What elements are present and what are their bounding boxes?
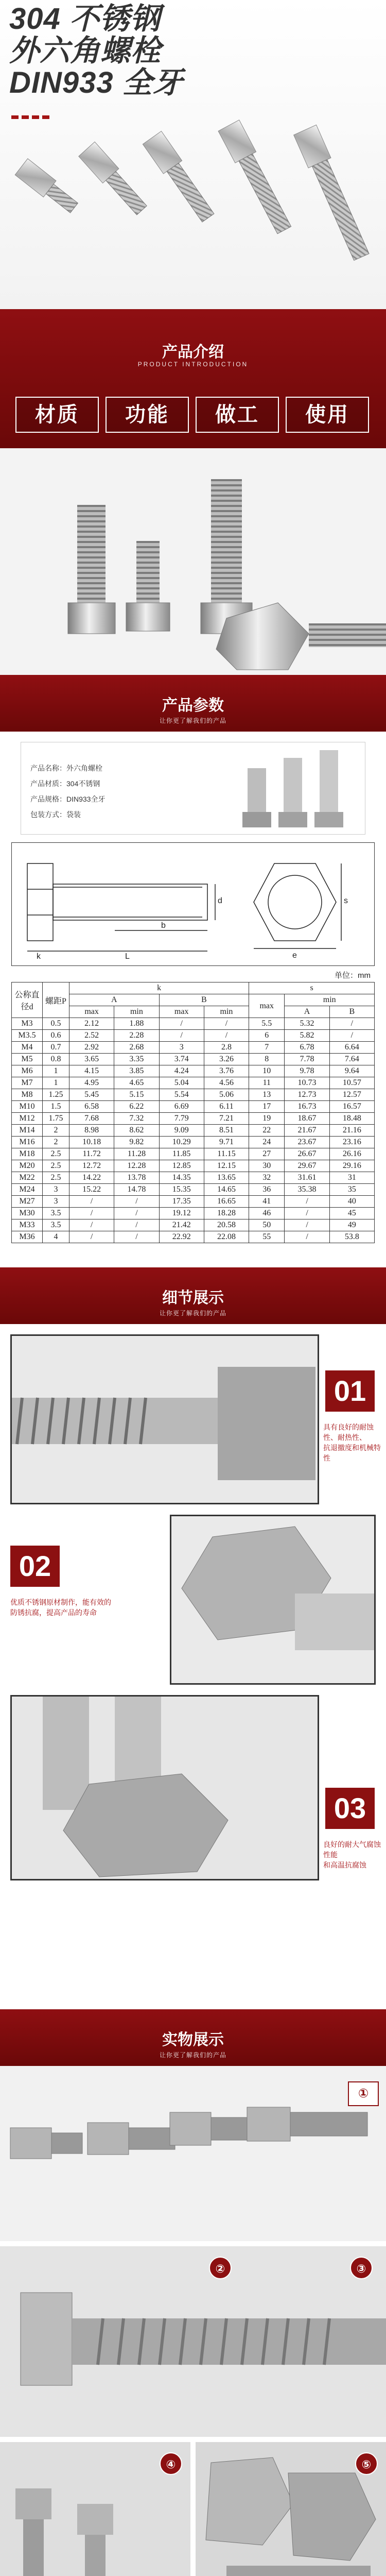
table-cell: 3 bbox=[43, 1184, 69, 1196]
table-cell: M8 bbox=[12, 1089, 43, 1101]
table-cell: 21.67 bbox=[285, 1125, 329, 1137]
table-cell: 16.57 bbox=[329, 1101, 374, 1113]
table-cell: M4 bbox=[12, 1042, 43, 1054]
table-cell: 17.35 bbox=[159, 1196, 204, 1208]
table-cell: 2.5 bbox=[43, 1160, 69, 1172]
feature-material: 材质 bbox=[15, 397, 99, 433]
real-photo-1 bbox=[0, 2066, 386, 2241]
table-cell: 19 bbox=[249, 1113, 285, 1125]
hero-banner bbox=[0, 0, 386, 309]
table-cell: 12.72 bbox=[69, 1160, 114, 1172]
table-cell: 12.28 bbox=[114, 1160, 159, 1172]
table-cell: 5.32 bbox=[285, 1018, 329, 1030]
table-cell: 2.68 bbox=[114, 1042, 159, 1054]
detail-desc-2-line-1: 优质不锈钢原材制作，能有效的 bbox=[10, 1598, 111, 1606]
table-cell: M20 bbox=[12, 1160, 43, 1172]
table-cell: 0.8 bbox=[43, 1054, 69, 1065]
feature-function: 功能 bbox=[106, 397, 189, 433]
table-cell: 9.64 bbox=[329, 1065, 374, 1077]
col-s-min: min bbox=[285, 994, 375, 1006]
params-header bbox=[0, 675, 386, 732]
real-marker-4: ④ bbox=[160, 2452, 182, 2475]
table-cell: M3 bbox=[12, 1018, 43, 1030]
table-row bbox=[12, 1160, 375, 1172]
table-row bbox=[12, 1184, 375, 1196]
params-title: 产品参数 bbox=[162, 697, 224, 714]
table-cell: 6.58 bbox=[69, 1101, 114, 1113]
label-d: d bbox=[218, 896, 222, 905]
table-cell: 0.5 bbox=[43, 1018, 69, 1030]
table-cell: 5.04 bbox=[159, 1077, 204, 1089]
table-cell: 23.16 bbox=[329, 1137, 374, 1148]
table-cell: 10.29 bbox=[159, 1137, 204, 1148]
table-cell: 9.71 bbox=[204, 1137, 249, 1148]
detail-desc-2-line-2: 防锈抗腐，提高产品的寿命 bbox=[10, 1608, 97, 1617]
detail-desc-3-line-2: 和高温抗腐蚀 bbox=[323, 1861, 366, 1869]
table-cell: / bbox=[329, 1018, 374, 1030]
table-cell: 4.65 bbox=[114, 1077, 159, 1089]
table-cell: 0.7 bbox=[43, 1042, 69, 1054]
table-cell: 0.6 bbox=[43, 1030, 69, 1042]
table-cell: 5.06 bbox=[204, 1089, 249, 1101]
table-cell: / bbox=[69, 1219, 114, 1231]
table-cell: 2.28 bbox=[114, 1030, 159, 1042]
real-marker-2: ② bbox=[209, 2257, 232, 2279]
table-row bbox=[12, 1018, 375, 1030]
table-cell: 32 bbox=[249, 1172, 285, 1184]
table-cell: 4.15 bbox=[69, 1065, 114, 1077]
table-cell: / bbox=[69, 1196, 114, 1208]
table-cell: 3.76 bbox=[204, 1065, 249, 1077]
table-cell: 10.18 bbox=[69, 1137, 114, 1148]
col-k: k bbox=[69, 982, 249, 994]
table-cell: 46 bbox=[249, 1208, 285, 1219]
table-cell: 12.73 bbox=[285, 1089, 329, 1101]
real-title: 实物展示 bbox=[162, 2031, 224, 2048]
table-cell: 1.25 bbox=[43, 1089, 69, 1101]
table-cell: 7.64 bbox=[329, 1054, 374, 1065]
table-cell: 21.16 bbox=[329, 1125, 374, 1137]
real-photo-2 bbox=[0, 2246, 386, 2437]
table-cell: 19.12 bbox=[159, 1208, 204, 1219]
table-cell: / bbox=[159, 1030, 204, 1042]
table-cell: 15.22 bbox=[69, 1184, 114, 1196]
table-cell: 10 bbox=[249, 1065, 285, 1077]
table-cell: / bbox=[204, 1030, 249, 1042]
label-L: L bbox=[125, 952, 130, 961]
table-row bbox=[12, 1042, 375, 1054]
table-cell: / bbox=[285, 1219, 329, 1231]
details-title: 细节展示 bbox=[162, 1290, 224, 1307]
col-ka-min: min bbox=[114, 1006, 159, 1018]
param-spec: 产品规格：DIN933全牙 bbox=[30, 795, 106, 803]
col-smin-b: B bbox=[329, 1006, 374, 1018]
table-row bbox=[12, 1137, 375, 1148]
table-cell: 5.54 bbox=[159, 1089, 204, 1101]
table-row bbox=[12, 1148, 375, 1160]
table-cell: M7 bbox=[12, 1077, 43, 1089]
table-cell: 16.65 bbox=[204, 1196, 249, 1208]
table-row bbox=[12, 1054, 375, 1065]
params-card bbox=[21, 742, 365, 835]
table-cell: M16 bbox=[12, 1137, 43, 1148]
table-cell: 7.68 bbox=[69, 1113, 114, 1125]
table-cell: 1 bbox=[43, 1065, 69, 1077]
table-cell: 31 bbox=[329, 1172, 374, 1184]
table-row bbox=[12, 1231, 375, 1243]
table-cell: / bbox=[204, 1018, 249, 1030]
bolt-drawing bbox=[11, 842, 375, 966]
params-body bbox=[0, 732, 386, 1267]
table-cell: 3.5 bbox=[43, 1219, 69, 1231]
table-cell: 8 bbox=[249, 1054, 285, 1065]
detail-photo-3 bbox=[10, 1695, 319, 1880]
hero-title-line-2: 外六角螺栓 bbox=[9, 34, 162, 67]
table-cell: 18.28 bbox=[204, 1208, 249, 1219]
table-cell: 40 bbox=[329, 1196, 374, 1208]
table-cell: 6.64 bbox=[329, 1042, 374, 1054]
real-subtitle: 让你更了解我们的产品 bbox=[159, 2052, 226, 2059]
detail-desc-1-line-2: 抗退撤度和机械特性 bbox=[323, 1444, 381, 1462]
spec-table bbox=[11, 982, 375, 1243]
table-cell: 2.92 bbox=[69, 1042, 114, 1054]
param-package: 包装方式：袋装 bbox=[30, 810, 81, 819]
table-cell: 29.16 bbox=[329, 1160, 374, 1172]
table-cell: 1.5 bbox=[43, 1101, 69, 1113]
table-cell: 16.73 bbox=[285, 1101, 329, 1113]
table-cell: 30 bbox=[249, 1160, 285, 1172]
table-cell: 55 bbox=[249, 1231, 285, 1243]
table-cell: 2 bbox=[43, 1137, 69, 1148]
detail-photo-1 bbox=[10, 1334, 319, 1504]
table-cell: M14 bbox=[12, 1125, 43, 1137]
table-cell: / bbox=[69, 1208, 114, 1219]
table-cell: 35.38 bbox=[285, 1184, 329, 1196]
table-cell: 3.5 bbox=[43, 1208, 69, 1219]
table-cell: 11.85 bbox=[159, 1148, 204, 1160]
detail-desc-2 bbox=[10, 1597, 124, 1618]
hero-title-line-1: 304 不锈钢 bbox=[9, 2, 161, 36]
table-cell: / bbox=[159, 1018, 204, 1030]
table-cell: 11.72 bbox=[69, 1148, 114, 1160]
table-cell: 3 bbox=[159, 1042, 204, 1054]
table-cell: 7.79 bbox=[159, 1113, 204, 1125]
table-cell: 8.62 bbox=[114, 1125, 159, 1137]
table-cell: 3.65 bbox=[69, 1054, 114, 1065]
table-cell: 4.24 bbox=[159, 1065, 204, 1077]
table-cell: 27 bbox=[249, 1148, 285, 1160]
table-cell: / bbox=[114, 1208, 159, 1219]
table-cell: 2.12 bbox=[69, 1018, 114, 1030]
table-cell: M5 bbox=[12, 1054, 43, 1065]
table-cell: 10.57 bbox=[329, 1077, 374, 1089]
table-row bbox=[12, 1125, 375, 1137]
params-bolt-image bbox=[227, 748, 356, 830]
table-cell: 3.74 bbox=[159, 1054, 204, 1065]
table-cell: 5.5 bbox=[249, 1018, 285, 1030]
table-cell: 14.65 bbox=[204, 1184, 249, 1196]
table-cell: 2.52 bbox=[69, 1030, 114, 1042]
real-marker-3: ③ bbox=[350, 2257, 373, 2279]
detail-desc-1 bbox=[323, 1422, 385, 1463]
table-cell: 14.78 bbox=[114, 1184, 159, 1196]
table-cell: 7.78 bbox=[285, 1054, 329, 1065]
detail-photo-2 bbox=[170, 1515, 376, 1685]
table-row bbox=[12, 1208, 375, 1219]
table-cell: 5.45 bbox=[69, 1089, 114, 1101]
table-cell: 6.11 bbox=[204, 1101, 249, 1113]
table-cell: 6.22 bbox=[114, 1101, 159, 1113]
table-cell: 50 bbox=[249, 1219, 285, 1231]
table-cell: / bbox=[329, 1030, 374, 1042]
real-marker-5: ⑤ bbox=[355, 2452, 378, 2475]
table-cell: 4.56 bbox=[204, 1077, 249, 1089]
table-cell: 22 bbox=[249, 1125, 285, 1137]
table-cell: 2 bbox=[43, 1125, 69, 1137]
table-row bbox=[12, 1030, 375, 1042]
table-cell: 9.82 bbox=[114, 1137, 159, 1148]
details-header bbox=[0, 1267, 386, 1324]
table-cell: M12 bbox=[12, 1113, 43, 1125]
table-cell: M10 bbox=[12, 1101, 43, 1113]
param-material: 产品材质：304不锈钢 bbox=[30, 779, 100, 788]
table-cell: 8.98 bbox=[69, 1125, 114, 1137]
table-cell: 3.35 bbox=[114, 1054, 159, 1065]
table-cell: M36 bbox=[12, 1231, 43, 1243]
intro-section bbox=[0, 309, 386, 448]
col-ka-max: max bbox=[69, 1006, 114, 1018]
table-cell: 2.8 bbox=[204, 1042, 249, 1054]
detail-number-2: 02 bbox=[10, 1546, 60, 1587]
table-cell: M3.5 bbox=[12, 1030, 43, 1042]
table-cell: / bbox=[285, 1196, 329, 1208]
table-cell: M22 bbox=[12, 1172, 43, 1184]
table-cell: 5.15 bbox=[114, 1089, 159, 1101]
table-cell: 31.61 bbox=[285, 1172, 329, 1184]
table-cell: 26.16 bbox=[329, 1148, 374, 1160]
table-row bbox=[12, 1196, 375, 1208]
params-subtitle: 让你更了解我们的产品 bbox=[159, 717, 226, 724]
col-kb-min: min bbox=[204, 1006, 249, 1018]
details-body bbox=[0, 1324, 386, 2009]
table-cell: 22.08 bbox=[204, 1231, 249, 1243]
table-cell: 3 bbox=[43, 1196, 69, 1208]
label-s: s bbox=[344, 896, 348, 905]
table-cell: 3.26 bbox=[204, 1054, 249, 1065]
spec-table-body bbox=[12, 1018, 375, 1243]
table-cell: 12.85 bbox=[159, 1160, 204, 1172]
label-k: k bbox=[37, 952, 41, 961]
table-cell: 11.28 bbox=[114, 1148, 159, 1160]
table-cell: 4.95 bbox=[69, 1077, 114, 1089]
col-k-b: B bbox=[159, 994, 249, 1006]
table-cell: 24 bbox=[249, 1137, 285, 1148]
col-k-a: A bbox=[69, 994, 160, 1006]
table-cell: 45 bbox=[329, 1208, 374, 1219]
detail-desc-3-line-1: 良好的耐大气腐蚀性能 bbox=[323, 1840, 381, 1859]
real-marker-1: ① bbox=[348, 2081, 379, 2106]
table-cell: 11 bbox=[249, 1077, 285, 1089]
table-cell: 22.92 bbox=[159, 1231, 204, 1243]
table-cell: M24 bbox=[12, 1184, 43, 1196]
table-cell: / bbox=[285, 1208, 329, 1219]
intro-subtitle: PRODUCT INTRODUCTION bbox=[137, 361, 249, 368]
hero-title-line-3: DIN933 全牙 bbox=[9, 66, 183, 99]
hero-title bbox=[9, 3, 183, 99]
col-d: 公称直径d bbox=[12, 982, 43, 1018]
table-row bbox=[12, 1101, 375, 1113]
table-cell: 49 bbox=[329, 1219, 374, 1231]
table-cell: 23.67 bbox=[285, 1137, 329, 1148]
details-subtitle: 让你更了解我们的产品 bbox=[159, 1310, 226, 1317]
table-cell: / bbox=[114, 1196, 159, 1208]
table-cell: 1 bbox=[43, 1077, 69, 1089]
table-cell: 11.15 bbox=[204, 1148, 249, 1160]
table-cell: 7.32 bbox=[114, 1113, 159, 1125]
feature-usage: 使用 bbox=[286, 397, 369, 433]
table-cell: 10.73 bbox=[285, 1077, 329, 1089]
table-cell: 29.67 bbox=[285, 1160, 329, 1172]
table-cell: 2.5 bbox=[43, 1172, 69, 1184]
label-b: b bbox=[161, 921, 166, 930]
param-name: 产品名称：外六角螺栓 bbox=[30, 764, 102, 772]
table-row bbox=[12, 1172, 375, 1184]
table-cell: 6.78 bbox=[285, 1042, 329, 1054]
col-smin-a: A bbox=[285, 1006, 329, 1018]
table-cell: 35 bbox=[329, 1184, 374, 1196]
table-cell: 4 bbox=[43, 1231, 69, 1243]
table-cell: / bbox=[285, 1231, 329, 1243]
col-kb-max: max bbox=[159, 1006, 204, 1018]
table-cell: 53.8 bbox=[329, 1231, 374, 1243]
table-cell: 6 bbox=[249, 1030, 285, 1042]
table-row bbox=[12, 1219, 375, 1231]
table-cell: 13.78 bbox=[114, 1172, 159, 1184]
table-cell: M30 bbox=[12, 1208, 43, 1219]
table-cell: 14.35 bbox=[159, 1172, 204, 1184]
unit-label: 单位：mm bbox=[335, 971, 371, 980]
table-cell: 26.67 bbox=[285, 1148, 329, 1160]
col-s: s bbox=[249, 982, 375, 994]
table-cell: 6.69 bbox=[159, 1101, 204, 1113]
table-cell: 18.67 bbox=[285, 1113, 329, 1125]
table-cell: 5.82 bbox=[285, 1030, 329, 1042]
table-row bbox=[12, 1077, 375, 1089]
col-p: 螺距P bbox=[43, 982, 69, 1018]
table-cell: / bbox=[114, 1219, 159, 1231]
table-cell: 15.35 bbox=[159, 1184, 204, 1196]
table-cell: / bbox=[114, 1231, 159, 1243]
table-cell: 1.75 bbox=[43, 1113, 69, 1125]
real-body bbox=[0, 2066, 386, 2576]
table-cell: M33 bbox=[12, 1219, 43, 1231]
table-cell: 20.58 bbox=[204, 1219, 249, 1231]
table-cell: 9.78 bbox=[285, 1065, 329, 1077]
intro-photo bbox=[0, 448, 386, 675]
table-cell: 8.51 bbox=[204, 1125, 249, 1137]
table-row bbox=[12, 1113, 375, 1125]
table-cell: 21.42 bbox=[159, 1219, 204, 1231]
hero-bolts-image bbox=[10, 118, 381, 304]
table-cell: 7.21 bbox=[204, 1113, 249, 1125]
table-cell: 36 bbox=[249, 1184, 285, 1196]
table-cell: M6 bbox=[12, 1065, 43, 1077]
detail-desc-1-line-1: 具有良好的耐蚀性、耐热性、 bbox=[323, 1423, 374, 1442]
table-cell: 13 bbox=[249, 1089, 285, 1101]
intro-title: 产品介绍 bbox=[162, 344, 224, 361]
intro-bolts-image bbox=[0, 448, 386, 675]
feature-workmanship: 做工 bbox=[196, 397, 279, 433]
table-cell: 18.48 bbox=[329, 1113, 374, 1125]
table-row bbox=[12, 1065, 375, 1077]
table-cell: 41 bbox=[249, 1196, 285, 1208]
table-cell: 1.88 bbox=[114, 1018, 159, 1030]
table-cell: 7 bbox=[249, 1042, 285, 1054]
table-cell: M18 bbox=[12, 1148, 43, 1160]
detail-desc-3 bbox=[323, 1839, 385, 1870]
table-cell: 17 bbox=[249, 1101, 285, 1113]
table-row bbox=[12, 1089, 375, 1101]
table-cell: / bbox=[69, 1231, 114, 1243]
col-s-max: max bbox=[249, 994, 285, 1018]
table-cell: 12.15 bbox=[204, 1160, 249, 1172]
table-cell: 3.85 bbox=[114, 1065, 159, 1077]
detail-number-3: 03 bbox=[325, 1788, 375, 1829]
real-header bbox=[0, 2009, 386, 2066]
table-cell: M27 bbox=[12, 1196, 43, 1208]
table-cell: 13.65 bbox=[204, 1172, 249, 1184]
table-cell: 9.09 bbox=[159, 1125, 204, 1137]
table-cell: 12.57 bbox=[329, 1089, 374, 1101]
detail-number-1: 01 bbox=[325, 1370, 375, 1412]
label-e: e bbox=[292, 951, 297, 960]
table-cell: 2.5 bbox=[43, 1148, 69, 1160]
table-cell: 14.22 bbox=[69, 1172, 114, 1184]
